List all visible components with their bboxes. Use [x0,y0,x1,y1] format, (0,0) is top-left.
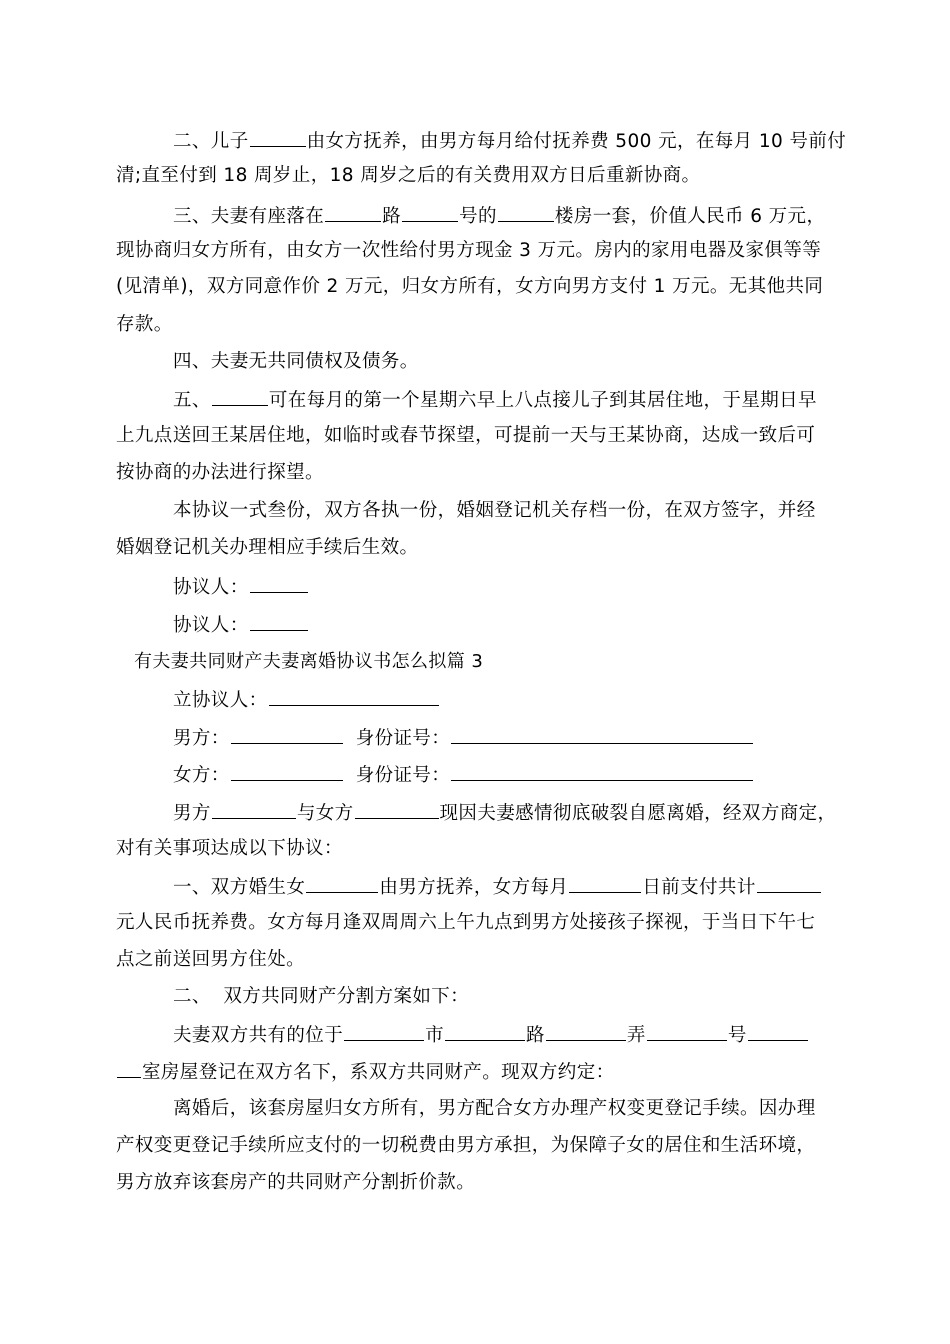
blank-field [498,203,554,222]
text: 立协议人： [173,690,268,711]
blank-field [451,725,753,744]
clause-two-line-1 [173,128,846,154]
blank-field [325,203,381,222]
article-two-heading: 二、 双方共同财产分割方案如下： [173,986,470,1007]
clause-two-line-2: 清;直至付到 18 周岁止，18 周岁之后的有关费用双方日后重新协商。 [116,165,701,186]
text: 一、双方婚生女 [173,877,306,898]
article-one-line-1 [173,874,822,900]
blank-field [212,800,296,819]
blank-field [647,1022,727,1041]
section-title: 有夫妻共同财产夫妻离婚协议书怎么拟篇 3 [134,651,484,672]
text: 与女方 [296,803,354,824]
text: 男方： [173,728,230,749]
blank-field [231,762,343,781]
text: 弄 [626,1025,646,1046]
blank-field [269,687,439,706]
text: 身份证号： [355,765,451,786]
text: 夫妻双方共有的位于 [173,1025,344,1046]
blank-field [306,874,378,893]
post-divorce-line-2: 产权变更登记手续所应支付的一切税费由男方承担，为保障子女的居住和生活环境， [116,1135,816,1156]
clause-five-line-1 [173,387,817,413]
intro-line-2: 对有关事项达成以下协议： [116,838,343,859]
text: 三、夫妻有座落在 [173,206,325,227]
blank-field [445,1022,525,1041]
text: 身份证号： [355,728,451,749]
text: 日前支付共计 [642,877,756,898]
post-divorce-line-1: 离婚后，该套房屋归女方所有，男方配合女方办理产权变更登记手续。因办理 [173,1098,816,1119]
signature-line-1 [173,574,309,600]
post-divorce-line-3: 男方放弃该套房产的共同财产分割折价款。 [116,1172,476,1193]
blank-field [569,874,641,893]
intro-line-1 [173,800,836,826]
clause-three-line-1 [173,203,825,229]
signature-blank [250,574,308,593]
blank-field [212,387,268,406]
text: 由女方抚养，由男方每月给付抚养费 500 元，在每月 10 号前付 [306,131,847,152]
clause-five-line-2: 上九点送回王某居住地，如临时或春节探望，可提前一天与王某协商，达成一致后可 [116,425,816,446]
text: 协议人： [173,615,249,636]
male-party-line [173,725,754,751]
property-line-1 [173,1022,809,1048]
clause-five-line-3: 按协商的办法进行探望。 [116,462,324,483]
blank-field [250,128,306,147]
party-line [173,687,440,713]
blank-field [231,725,343,744]
text: 路 [382,206,402,227]
text: 男方 [173,803,211,824]
text: 号的 [459,206,497,227]
article-one-line-3: 点之前送回男方住处。 [116,949,306,970]
text: 二、儿子 [173,131,249,152]
property-line-2 [116,1059,615,1085]
signature-blank [250,612,308,631]
clause-three-line-4: 存款。 [116,314,173,335]
text: 市 [425,1025,445,1046]
text: 现因夫妻感情彻底破裂自愿离婚，经双方商定， [439,803,837,824]
text: 女方： [173,765,230,786]
female-party-line [173,762,754,788]
clause-three-line-2: 现协商归女方所有，由女方一次性给付男方现金 3 万元。房内的家用电器及家俱等等 [116,240,822,261]
blank-field [757,874,821,893]
text: 路 [526,1025,545,1046]
effect-line-1: 本协议一式叁份，双方各执一份，婚姻登记机关存档一份，在双方签字，并经 [173,500,816,521]
blank-field [402,203,458,222]
blank-field [748,1022,808,1041]
text: 室房屋登记在双方名下，系双方共同财产。现双方约定： [142,1062,615,1083]
blank-field [546,1022,626,1041]
signature-line-2 [173,612,309,638]
text: 协议人： [173,577,249,598]
text: 五、 [173,390,211,411]
text: 号 [727,1025,747,1046]
blank-field [344,1022,424,1041]
article-one-line-2: 元人民币抚养费。女方每月逢双周周六上午九点到男方处接孩子探视，于当日下午七 [116,912,816,933]
text: 楼房一套，价值人民币 6 万元， [554,206,826,227]
blank-field [117,1059,141,1078]
effect-line-2: 婚姻登记机关办理相应手续后生效。 [116,537,419,558]
text: 可在每月的第一个星期六早上八点接儿子到其居住地，于星期日早 [268,390,817,411]
clause-four: 四、夫妻无共同债权及债务。 [173,351,419,372]
text: 由男方抚养，女方每月 [379,877,569,898]
blank-field [451,762,753,781]
clause-three-line-3: (见清单)，双方同意作价 2 万元，归女方所有，女方向男方支付 1 万元。无其他共同 [116,276,824,297]
blank-field [355,800,439,819]
